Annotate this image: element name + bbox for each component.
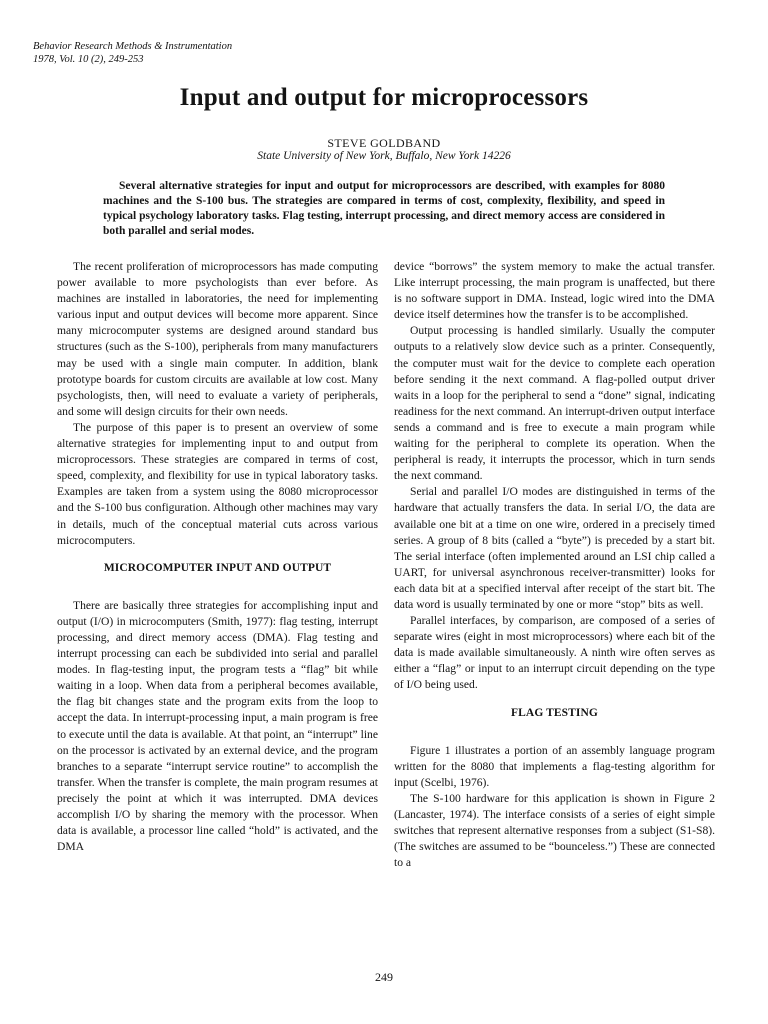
paragraph: Parallel interfaces, by comparison, are composed of a series of separate wires (eight in most microprocessors) where each bit of the data is made available simultaneously. A ninth wire often serves as either a “flag” or input to an interrupt circuit depending on the type of I/O being used. — [394, 614, 715, 692]
left-column — [57, 259, 378, 855]
paper-title: Input and output for microprocessors — [179, 84, 589, 111]
abstract: Several alternative strategies for input and output for microprocessors are described, with examples for 8080 machines and the S-100 bus. The strategies are compared in terms of cost, complexity, flexibility, and speed in typical psychology laboratory tasks. Flag testing, interrupt processing, and direct memory access are considered in both parallel and serial modes. — [103, 180, 665, 237]
paragraph: Figure 1 illustrates a portion of an assembly language program written for the 8080 that implements a flag-testing algorithm for input (Scelbi, 1976). — [394, 743, 715, 789]
section-heading: FLAG TESTING — [511, 706, 598, 719]
section-heading: MICROCOMPUTER INPUT AND OUTPUT — [103, 561, 332, 574]
paragraph: device “borrows” the system memory to make the actual transfer. Like interrupt processing, the main program is unaffected, but there is no software support in DMA. Instead, logic wired into the DMA device itself determines how the transfer is to be accomplished. — [394, 260, 715, 322]
paragraph: The recent proliferation of microprocessors has made computing power available to more psychologists than ever before. As machines are installed in laboratories, the need for implementing various input and output devices will become more apparent. Since many microcomputer systems are designed around standard bus structures (such as the S-100), peripherals from many manufacturers may be used with a single main computer. In addition, blank prototype boards for custom circuits are available at low cost. Many psychologists, then, will need to evaluate a variety of peripherals, and some will design circuits for their own needs. — [57, 260, 378, 418]
author-name: STEVE GOLDBAND — [327, 136, 441, 150]
paragraph: There are basically three strategies for accomplishing input and output (I/O) in microcomputers (Smith, 1977): flag testing, interrupt processing, and direct memory access (DMA). Flag testing and interrupt processing can each be subdivided into serial and parallel modes. In flag-testing input, the program tests a “flag” bit while waiting in a loop. When data from a peripheral becomes available, the flag bit changes state and the program exits from the loop to accept the data. In interrupt-processing input, a main program is free to execute until the data is available. At that point, an “interrupt” line on the processor is activated by an external device, and the program branches to a separate “interrupt service routine” to accomplish the transfer. When the transfer is complete, the main program resumes at precisely the point at which it was interrupted. DMA devices accomplish I/O by sharing the memory with the processor. When data is available, a processor line called “hold” is activated, and the DMA — [57, 598, 378, 854]
paragraph: Serial and parallel I/O modes are distinguished in terms of the hardware that actually transfers the data. In serial I/O, the data are available one bit at a time on one wire, ordered in a precisely timed series. A group of 8 bits (called a “byte”) is preceded by a start bit. The serial interface (often implemented around an LSI chip called a UART, for universal asynchronous receiver-transmitter) looks for each data bit at a specified interval after receipt of the start bit. The data word is usually terminated by one or more “stop” bits as well. — [394, 485, 715, 611]
paragraph: The S-100 hardware for this application is shown in Figure 2 (Lancaster, 1974). The interface consists of a series of eight simple switches that represent alternative responses from a subject (S1-S8). (The switches are assumed to be “bounceless.”) These are connected to a — [394, 791, 715, 870]
paragraph: The purpose of this paper is to present an overview of some alternative strategies for implementing input to and output from microprocessors. These strategies are compared in terms of cost, speed, complexity, and flexibility for use in typical laboratory tasks. Examples are taken from a system using the 8080 microprocessor and the S-100 bus configuration. Although other machines may vary in details, much of the conceptual material cuts across various microcomputers. — [57, 420, 378, 547]
author-affiliation: State University of New York, Buffalo, New York 14226 — [257, 150, 511, 162]
journal-name: Behavior Research Methods & Instrumentation — [33, 41, 233, 52]
right-column — [394, 259, 715, 871]
page-number: 249 — [375, 970, 393, 984]
journal-citation: 1978, Vol. 10 (2), 249-253 — [33, 54, 144, 65]
paragraph: Output processing is handled similarly. Usually the computer outputs to a relatively slow device such as a printer. Consequently, the computer must wait for the device to complete each operation before sending it the next command. A flag-polled output driver waits in a loop for the peripheral to send a “done” signal, indicating readiness for the next command. An interrupt-driven output interface sends a command and is free to execute a main program while waiting for the peripheral to complete its operation. When the peripheral is ready, it interrupts the processor, which in turn sends the next command. — [394, 324, 715, 483]
journal-header — [33, 40, 232, 66]
